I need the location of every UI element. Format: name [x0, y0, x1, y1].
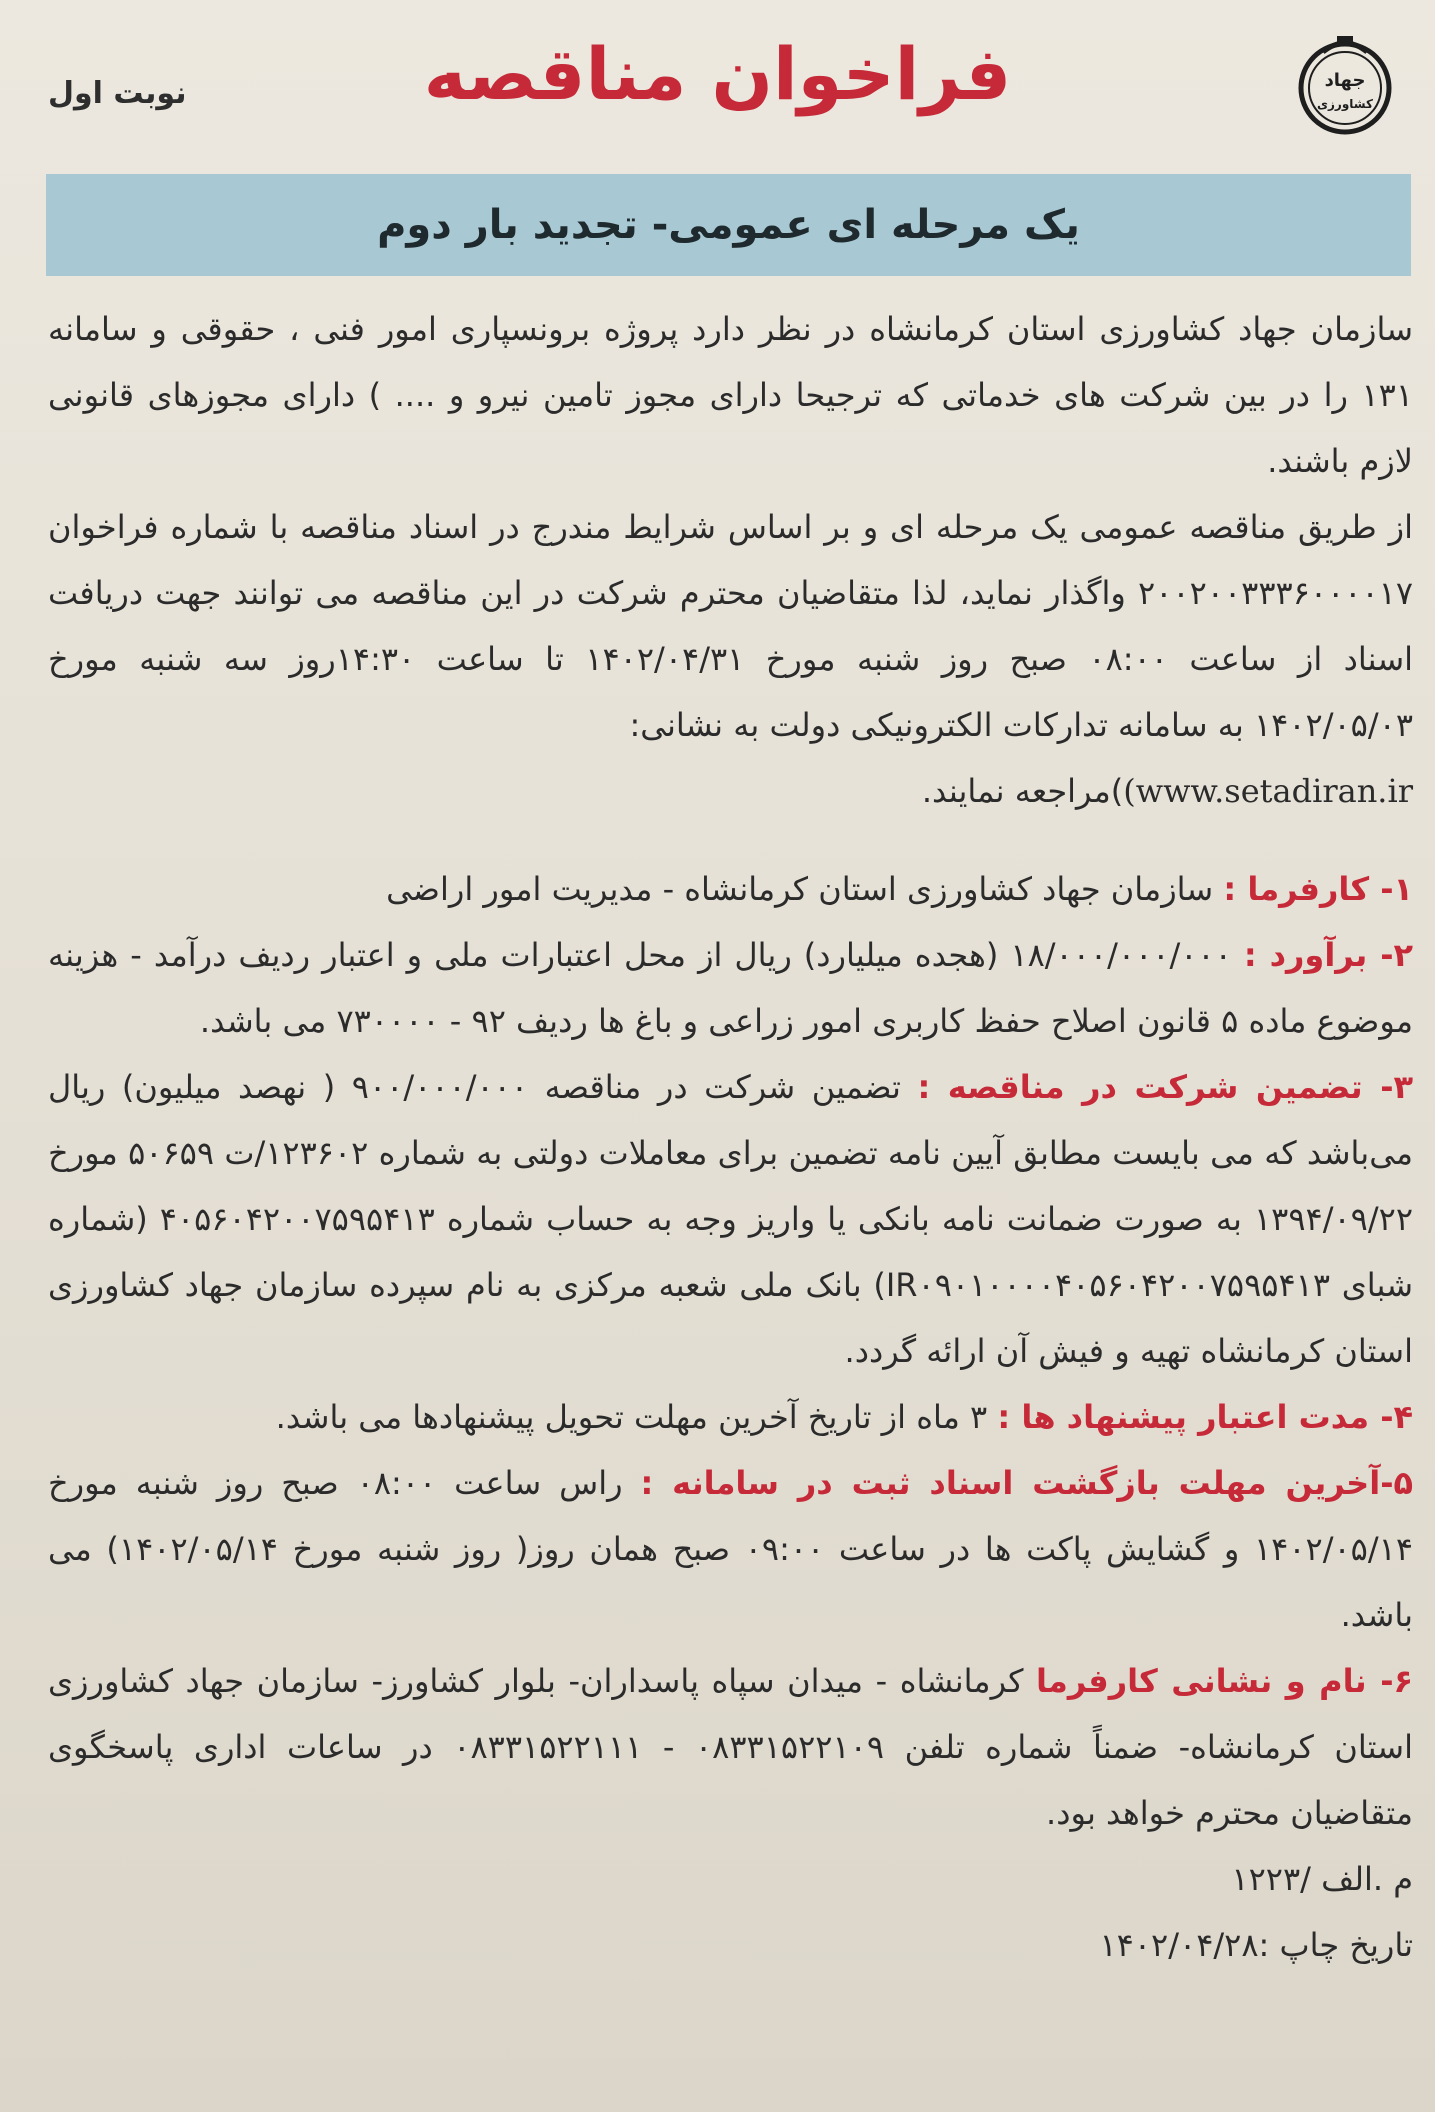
intro-paragraph-2-text: از طریق مناقصه عمومی یک مرحله ای و بر اساس شرایط مندرج در اسناد مناقصه با شماره فراخوان ۲۰۰۲۰۰۳۳۳۶۰۰۰۰۱۷ واگذار نماید، لذا متقاضیان محترم شرکت در این مناقصه می توانند جهت دریافت اسناد از ساعت ۰۸:۰۰ صبح روز شنبه مورخ ۱۴۰۲/۰۴/۳۱ تا ساعت ۱۴:۳۰روز سه شنبه مورخ ۱۴۰۲/۰۵/۰۳ به سامانه تدارکات الکترونیکی دولت به نشانی: [48, 508, 1414, 744]
notice-body [48, 296, 1413, 1978]
item-text: ۱۸/۰۰۰/۰۰۰/۰۰۰ (هجده میلیارد) ریال از محل اعتبارات ملی و اعتبار ردیف درآمد - هزینه موضوع ماده ۵ قانون اصلاح حفظ کاربری امور زراعی و باغ ها ردیف ۹۲ - ۷۳۰۰۰۰ می باشد. [48, 936, 1413, 1040]
svg-text:جهاد: جهاد [1324, 70, 1366, 91]
item-label: ۵-آخرین مهلت بازگشت اسناد ثبت در سامانه : [640, 1464, 1414, 1502]
section-gap [48, 824, 1413, 856]
item-estimate [48, 922, 1413, 1054]
item-text: ۳ ماه از تاریخ آخرین مهلت تحویل پیشنهادها می باشد. [275, 1398, 998, 1436]
item-guarantee [48, 1054, 1413, 1384]
item-label: ۲- برآورد : [1243, 936, 1414, 974]
item-text: تضمین شرکت در مناقصه ۹۰۰/۰۰۰/۰۰۰ ( نهصد میلیون) ریال می‌باشد که می بایست مطابق آیین نامه تضمین برای معاملات دولتی به شماره ۱۲۳۶۰۲/ت ۵۰۶۵۹ مورخ ۱۳۹۴/۰۹/۲۲ به صورت ضمانت نامه بانکی یا واریز وجه به حساب شماره ۴۰۵۶۰۴۲۰۰۷۵۹۵۴۱۳ (شماره شبای IR۰۹۰۱۰۰۰۰۴۰۵۶۰۴۲۰۰۷۵۹۵۴۱۳) بانک ملی شعبه مرکزی به نام سپرده سازمان جهاد کشاورزی استان کرمانشاه تهیه و فیش آن ارائه گردد. [48, 1068, 1414, 1370]
item-label: ۴- مدت اعتبار پیشنهاد ها : [997, 1398, 1413, 1436]
item-validity [48, 1384, 1413, 1450]
ad-code: م .الف /۱۲۲۳ [1231, 1860, 1413, 1898]
intro-paragraph-2-end: )مراجعه نمایند. [921, 772, 1124, 810]
intro-paragraph-2 [48, 494, 1413, 824]
item-label: ۳- تضمین شرکت در مناقصه : [917, 1068, 1414, 1106]
svg-text:کشاورزی: کشاورزی [1317, 97, 1373, 111]
ministry-logo-icon [1293, 30, 1397, 142]
item-label: ۶- نام و نشانی کارفرما [1036, 1662, 1414, 1700]
intro-paragraph-1: سازمان جهاد کشاورزی استان کرمانشاه در نظر دارد پروژه برونسپاری امور فنی ، حقوقی و سامانه ۱۳۱ را در بین شرکت های خدماتی که ترجیحا دارای مجوز تامین نیرو و .... ) دارای مجوزهای قانونی لازم باشند. [48, 310, 1413, 480]
item-label: ۱- کارفرما : [1223, 870, 1413, 908]
setad-url: (www.setadiran.ir [1123, 772, 1413, 810]
item-text: راس ساعت ۰۸:۰۰ صبح روز شنبه مورخ ۱۴۰۲/۰۵/۱۴ و گشایش پاکت ها در ساعت ۰۹:۰۰ صبح همان روز( روز شنبه مورخ ۱۴۰۲/۰۵/۱۴) می باشد. [48, 1464, 1414, 1634]
subtitle-banner [46, 174, 1411, 276]
item-text: کرمانشاه - میدان سپاه پاسداران- بلوار کشاورز- سازمان جهاد کشاورزی استان کرمانشاه- ضمناً شماره تلفن ۰۸۳۳۱۵۲۲۱۰۹ - ۰۸۳۳۱۵۲۲۱۱۱ در ساعات اداری پاسخگوی متقاضیان محترم خواهد بود. [48, 1662, 1414, 1832]
print-date: تاریخ چاپ :۱۴۰۲/۰۴/۲۸ [1099, 1926, 1413, 1964]
item-employer [48, 856, 1413, 922]
item-address [48, 1648, 1413, 1846]
item-text: سازمان جهاد کشاورزی استان کرمانشاه - مدیریت امور اراضی [386, 870, 1224, 908]
subtitle-text: یک مرحله ای عمومی- تجدید بار دوم [377, 202, 1080, 248]
page-title: فراخوان مناقصه [423, 32, 1012, 116]
round-label: نوبت اول [48, 76, 187, 111]
item-deadline [48, 1450, 1413, 1648]
